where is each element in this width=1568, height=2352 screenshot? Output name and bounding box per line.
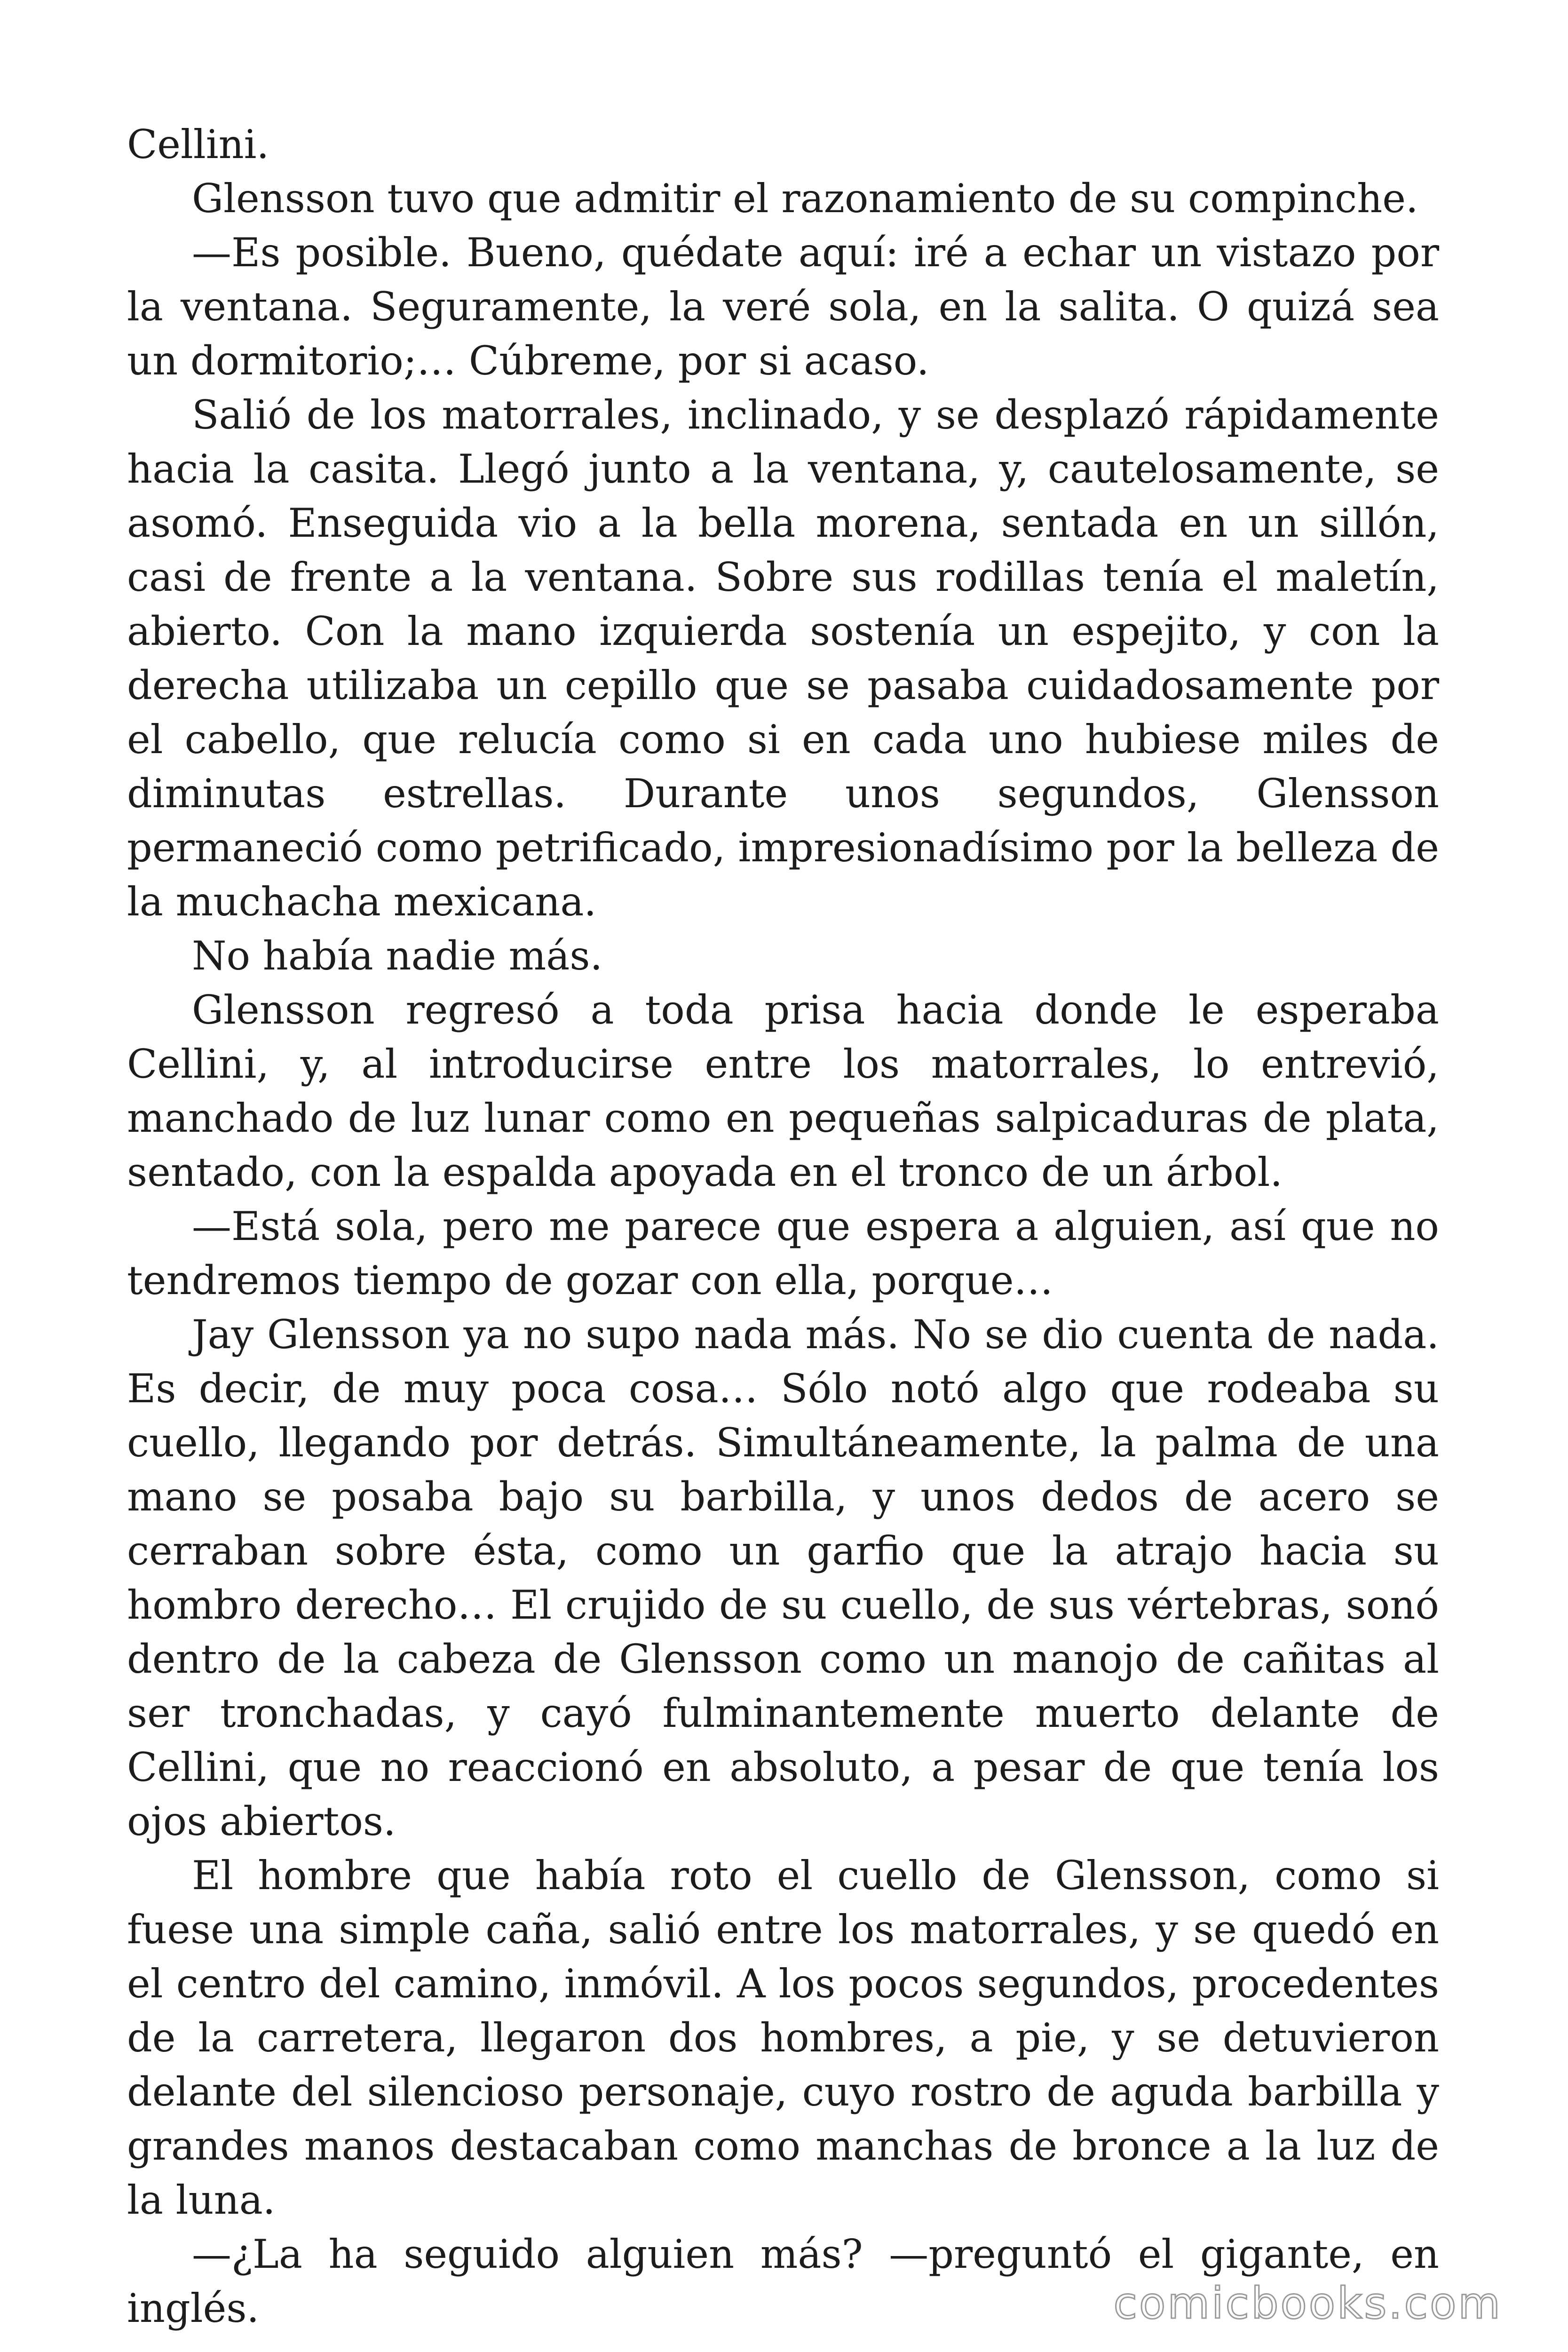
watermark: comicbooks.com <box>1113 2278 1502 2328</box>
page-body <box>127 118 1439 2336</box>
paragraph: Jay Glensson ya no supo nada más. No se dio cuenta de nada. Es decir, de muy poca cosa… Sólo notó algo que rodeaba su cuello, llegando por detrás. Simultáneamente, la palma de una mano se posaba bajo su barbilla, y unos dedos de acero se cerraban sobre ésta, como un garfio que la atrajo hacia su hombro derecho… El crujido de su cuello, de sus vértebras, sonó dentro de la cabeza de Glensson como un manojo de cañitas al ser tronchadas, y cayó fulminantemente muerto delante de Cellini, que no reaccionó en absoluto, a pesar de que tenía los ojos abiertos. <box>127 1311 1439 1844</box>
paragraph: —Es posible. Bueno, quédate aquí: iré a echar un vistazo por la ventana. Seguramente, la veré sola, en la salita. O quizá sea un dormitorio;… Cúbreme, por si acaso. <box>127 230 1439 384</box>
paragraph: El hombre que había roto el cuello de Glensson, como si fuese una simple caña, salió entre los matorrales, y se quedó en el centro del camino, inmóvil. A los pocos segundos, procedentes de la carretera, llegaron dos hombres, a pie, y se detuvieron delante del silencioso personaje, cuyo rostro de aguda barbilla y grandes manos destacaban como manchas de bronce a la luz de la luna. <box>127 1852 1439 2223</box>
paragraph: Glensson tuvo que admitir el razonamiento de su compinche. <box>192 175 1418 222</box>
paragraph: Salió de los matorrales, inclinado, y se desplazó rápidamente hacia la casita. Llegó junto a la ventana, y, cautelosamente, se asomó. Enseguida vio a la bella morena, sentada en un sillón, casi de frente a la ventana. Sobre sus rodillas tenía el maletín, abierto. Con la mano izquierda sostenía un espejito, y con la derecha utilizaba un cepillo que se pasaba cuidadosamente por el cabello, que relucía como si en cada uno hubiese miles de diminutas estrellas. Durante unos segundos, Glensson permaneció como petrificado, impresionadísimo por la belleza de la muchacha mexicana. <box>127 392 1439 925</box>
paragraph: —Está sola, pero me parece que espera a alguien, así que no tendremos tiempo de gozar con ella, porque… <box>127 1203 1439 1303</box>
paragraph: Glensson regresó a toda prisa hacia donde le esperaba Cellini, y, al introducirse entre los matorrales, lo entrevió, manchado de luz lunar como en pequeñas salpicaduras de plata, sentado, con la espalda apoyada en el tronco de un árbol. <box>127 987 1439 1195</box>
paragraph: Cellini. <box>127 121 269 167</box>
paragraph: No había nadie más. <box>192 933 603 979</box>
paragraph: —¿La ha seguido alguien más? —preguntó el gigante, en inglés. <box>127 2231 1439 2331</box>
